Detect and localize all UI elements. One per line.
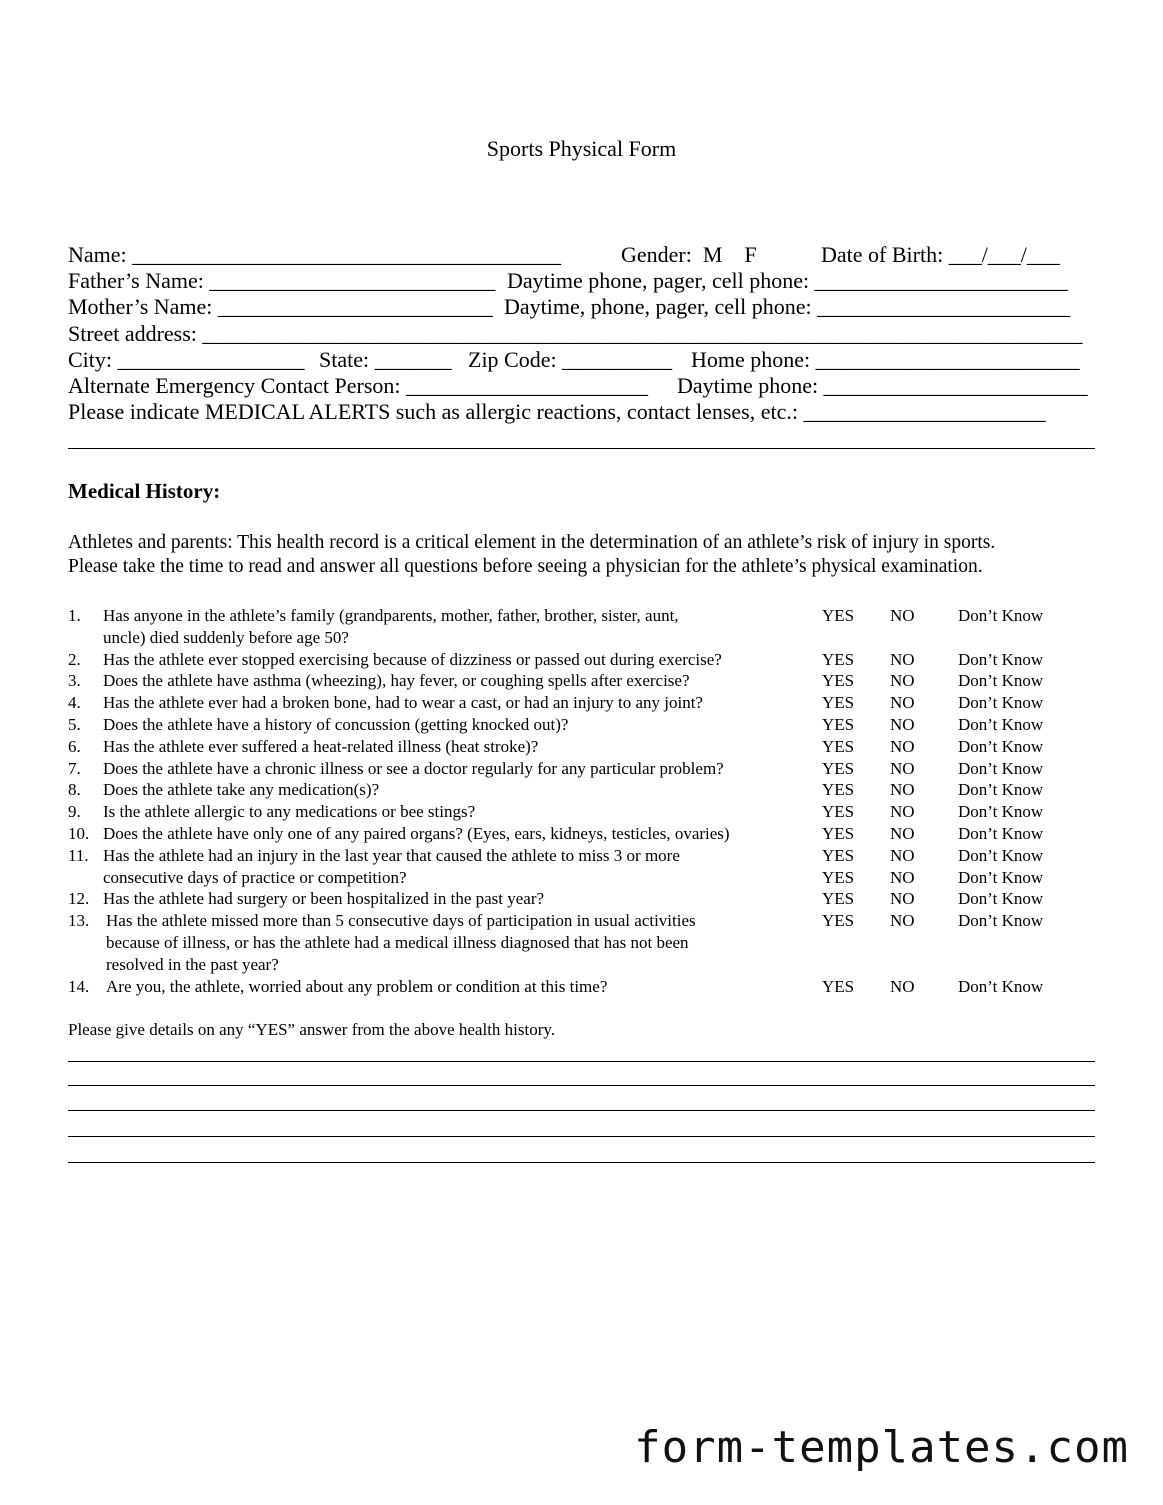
question-text: Is the athlete allergic to any medications or bee stings?: [103, 802, 476, 822]
yes-option[interactable]: YES: [822, 649, 855, 669]
yes-option[interactable]: YES: [822, 780, 855, 800]
question-text: Has the athlete ever had a broken bone, had to wear a cast, or had an injury to any joint?: [103, 693, 703, 713]
no-option[interactable]: NO: [890, 671, 915, 691]
yes-option[interactable]: YES: [822, 606, 855, 625]
details-line[interactable]: [68, 1061, 1095, 1062]
medical-alerts-field[interactable]: Please indicate MEDICAL ALERTS such as allergic reactions, contact lenses, etc.: ______________________: [68, 399, 1046, 424]
dont-know-option[interactable]: Don’t Know: [958, 671, 1044, 691]
no-option[interactable]: NO: [890, 649, 915, 669]
dont-know-option[interactable]: Don’t Know: [958, 867, 1044, 887]
no-option[interactable]: NO: [890, 736, 915, 756]
dont-know-option[interactable]: Don’t Know: [958, 693, 1044, 713]
street-address-field[interactable]: Street address: ________________________________________________________________________________: [68, 321, 1083, 346]
name-field[interactable]: Name: _______________________________________: [68, 242, 562, 267]
emergency-contact-field[interactable]: Alternate Emergency Contact Person: ______________________: [68, 373, 649, 398]
dont-know-option[interactable]: Don’t Know: [958, 649, 1044, 669]
question-number: 9.: [68, 802, 81, 822]
watermark-logo: form-templates.com: [634, 1422, 1129, 1473]
question-text: uncle) died suddenly before age 50?: [103, 627, 349, 647]
dont-know-option[interactable]: Don’t Know: [958, 911, 1044, 931]
no-option[interactable]: NO: [890, 715, 915, 734]
question-text: Has the athlete ever stopped exercising because of dizziness or passed out during exercise?: [103, 649, 722, 669]
dont-know-option[interactable]: Don’t Know: [958, 802, 1044, 822]
yes-option[interactable]: YES: [822, 845, 855, 865]
home-phone-field[interactable]: Home phone: ________________________: [691, 347, 1080, 372]
medical-alerts-line[interactable]: [68, 448, 1095, 449]
no-option[interactable]: NO: [890, 758, 915, 778]
dont-know-option[interactable]: Don’t Know: [958, 780, 1044, 800]
question-number: 14.: [68, 976, 90, 996]
question-number: 7.: [68, 758, 81, 778]
no-option[interactable]: NO: [890, 824, 915, 843]
dont-know-option[interactable]: Don’t Know: [958, 889, 1044, 909]
question-text: Does the athlete have asthma (wheezing), hay fever, or coughing spells after exercise?: [103, 671, 690, 691]
question-number: 8.: [68, 780, 81, 800]
dont-know-option[interactable]: Don’t Know: [958, 736, 1044, 756]
dont-know-option[interactable]: Don’t Know: [958, 845, 1044, 865]
details-line[interactable]: [68, 1085, 1095, 1086]
yes-option[interactable]: YES: [822, 671, 855, 691]
yes-option[interactable]: YES: [822, 976, 855, 996]
yes-option[interactable]: YES: [822, 824, 855, 843]
yes-option[interactable]: YES: [822, 736, 855, 756]
mothers-name-field[interactable]: Mother’s Name: _________________________: [68, 294, 493, 319]
yes-option[interactable]: YES: [822, 758, 855, 778]
emergency-phone-field[interactable]: Daytime phone: ________________________: [677, 373, 1088, 398]
no-option[interactable]: NO: [890, 976, 915, 996]
question-text: Does the athlete have a chronic illness or see a doctor regularly for any particular problem?: [103, 758, 724, 778]
question-text: Does the athlete have a history of concussion (getting knocked out)?: [103, 715, 569, 734]
no-option[interactable]: NO: [890, 780, 915, 800]
question-number: 2.: [68, 649, 81, 669]
no-option[interactable]: NO: [890, 693, 915, 713]
no-option[interactable]: NO: [890, 911, 915, 931]
city-field[interactable]: City: _________________: [68, 347, 305, 372]
question-text: because of illness, or has the athlete had a medical illness diagnosed that has not been: [106, 933, 689, 952]
question-number: 12.: [68, 889, 90, 909]
details-line[interactable]: [68, 1162, 1095, 1163]
question-number: 11.: [68, 845, 89, 865]
question-number: 10.: [68, 824, 90, 843]
question-number: 13.: [68, 911, 90, 931]
no-option[interactable]: NO: [890, 845, 915, 865]
no-option[interactable]: NO: [890, 802, 915, 822]
no-option[interactable]: NO: [890, 867, 915, 887]
no-option[interactable]: NO: [890, 889, 915, 909]
date-of-birth-field[interactable]: Date of Birth: ___/___/___: [821, 242, 1060, 267]
no-option[interactable]: NO: [890, 606, 915, 625]
question-text: Does the athlete take any medication(s)?: [103, 780, 380, 800]
dont-know-option[interactable]: Don’t Know: [958, 976, 1044, 996]
details-line[interactable]: [68, 1110, 1095, 1111]
question-text: Has the athlete had an injury in the last year that caused the athlete to miss 3 or more: [103, 845, 680, 865]
intro-line-2: Please take the time to read and answer all questions before seeing a physician for the athlete’s physical examination.: [68, 556, 983, 577]
father-phone-field[interactable]: Daytime phone, pager, cell phone: _______________________: [507, 268, 1068, 293]
details-line[interactable]: [68, 1136, 1095, 1137]
question-text: resolved in the past year?: [106, 954, 279, 974]
question-number: 1.: [68, 606, 81, 625]
yes-option[interactable]: YES: [822, 802, 855, 822]
yes-option[interactable]: YES: [822, 715, 855, 734]
details-prompt: Please give details on any “YES” answer from the above health history.: [68, 1020, 556, 1039]
dont-know-option[interactable]: Don’t Know: [958, 606, 1044, 625]
question-number: 5.: [68, 715, 81, 734]
question-number: 6.: [68, 736, 81, 756]
zip-code-field[interactable]: Zip Code: __________: [468, 347, 673, 372]
question-text: Has the athlete missed more than 5 consecutive days of participation in usual activities: [106, 911, 696, 931]
yes-option[interactable]: YES: [822, 889, 855, 909]
fathers-name-field[interactable]: Father’s Name: __________________________: [68, 268, 496, 293]
question-text: Has the athlete ever suffered a heat-related illness (heat stroke)?: [103, 736, 539, 756]
intro-line-1: Athletes and parents: This health record is a critical element in the determination of an athlete’s risk of injury in sports.: [68, 532, 996, 553]
yes-option[interactable]: YES: [822, 693, 855, 713]
dont-know-option[interactable]: Don’t Know: [958, 758, 1044, 778]
mother-phone-field[interactable]: Daytime, phone, pager, cell phone: _______________________: [504, 294, 1071, 319]
question-text: Has anyone in the athlete’s family (grandparents, mother, father, brother, sister, aunt,: [103, 606, 679, 625]
medical-history-heading: Medical History:: [68, 479, 221, 503]
dont-know-option[interactable]: Don’t Know: [958, 824, 1044, 843]
question-number: 3.: [68, 671, 81, 691]
yes-option[interactable]: YES: [822, 867, 855, 887]
question-text: Are you, the athlete, worried about any problem or condition at this time?: [106, 976, 608, 996]
question-text: Does the athlete have only one of any paired organs? (Eyes, ears, kidneys, testicles, ovaries): [103, 824, 730, 843]
yes-option[interactable]: YES: [822, 911, 855, 931]
question-text: consecutive days of practice or competition?: [103, 867, 407, 887]
gender-field[interactable]: Gender: M F: [621, 242, 757, 267]
question-text: Has the athlete had surgery or been hospitalized in the past year?: [103, 889, 545, 909]
dont-know-option[interactable]: Don’t Know: [958, 715, 1044, 734]
state-field[interactable]: State: _______: [319, 347, 452, 372]
question-number: 4.: [68, 693, 81, 713]
page-title: Sports Physical Form: [486, 136, 677, 161]
